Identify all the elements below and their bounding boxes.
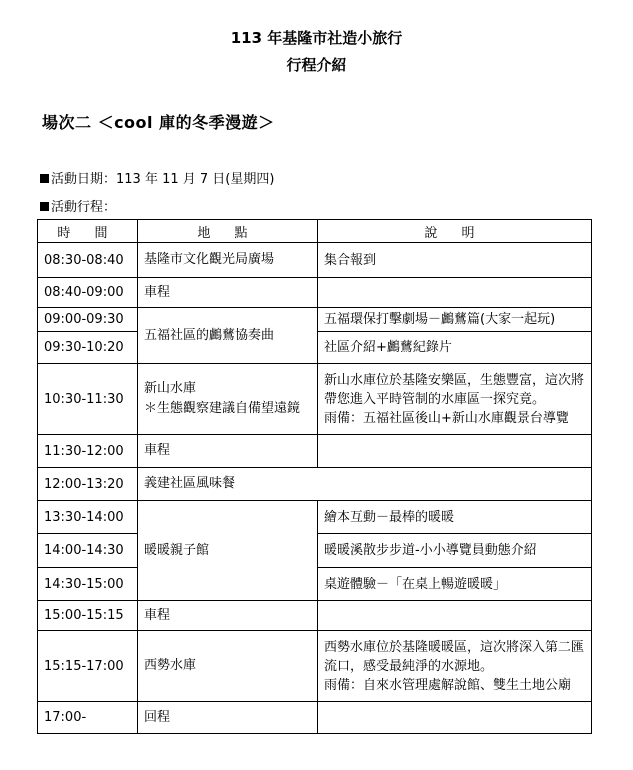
row-time: 14:00-14:30 (38, 534, 138, 568)
event-date-text: 活動日期：113 年 11 月 7 日(星期四) (51, 172, 275, 187)
table-row (38, 601, 592, 631)
square-bullet-icon (40, 174, 49, 183)
row-time: 10:30-11:30 (38, 364, 138, 435)
square-bullet-icon (40, 202, 49, 211)
row-time: 13:30-14:00 (38, 501, 138, 534)
row-place: 義建社區風味餐 (138, 468, 592, 501)
session-heading: 場次二 ＜cool 庫的冬季漫遊＞ (42, 113, 275, 132)
desc-text: 新山水庫位於基隆安樂區，生態豐富，這次將帶您進入平時管制的水庫區一探究竟。 (324, 372, 585, 407)
row-place: 車程 (138, 601, 318, 631)
event-date (40, 171, 274, 189)
table-row (38, 501, 592, 534)
desc-note: 雨備：五福社區後山+新山水庫觀景台導覽 (324, 410, 569, 426)
row-desc (318, 631, 592, 702)
header-time: 時 間 (38, 220, 138, 243)
row-place: 西勢水庫 (138, 631, 318, 702)
header-place: 地 點 (138, 220, 318, 243)
row-desc (318, 601, 592, 631)
row-place: 車程 (138, 278, 318, 308)
header-desc: 說 明 (318, 220, 592, 243)
row-desc (318, 435, 592, 468)
row-place: 五福社區的鸕鶿協奏曲 (138, 308, 318, 364)
row-time: 15:15-17:00 (38, 631, 138, 702)
row-place: 暖暖親子館 (138, 501, 318, 601)
row-time: 14:30-15:00 (38, 568, 138, 601)
table-row (38, 468, 592, 501)
row-desc: 桌遊體驗－「在桌上暢遊暖暖」 (318, 568, 592, 601)
row-place: 基隆市文化觀光局廣場 (138, 243, 318, 278)
row-time: 08:30-08:40 (38, 243, 138, 278)
row-place: 車程 (138, 435, 318, 468)
table-row (38, 702, 592, 734)
desc-note: 雨備：自來水管理處解說館、雙生土地公廟 (324, 677, 572, 693)
place-name: 新山水庫 (144, 381, 197, 396)
table-row (38, 631, 592, 702)
itinerary-table (37, 219, 592, 734)
table-header-row (38, 220, 592, 243)
row-time: 15:00-15:15 (38, 601, 138, 631)
row-place (138, 364, 318, 435)
document-subtitle: 行程介紹 (286, 56, 347, 74)
row-place: 回程 (138, 702, 318, 734)
table-row (38, 308, 592, 332)
desc-text: 西勢水庫位於基隆暖暖區，這次將深入第二匯流口，感受最純淨的水源地。 (324, 639, 585, 674)
document-title: 113 年基隆市社造小旅行 (230, 29, 403, 47)
table-row (38, 364, 592, 435)
schedule-label-text: 活動行程： (51, 200, 117, 215)
row-time: 11:30-12:00 (38, 435, 138, 468)
schedule-label (40, 199, 116, 217)
row-time: 09:30-10:20 (38, 332, 138, 364)
row-time: 09:00-09:30 (38, 308, 138, 332)
place-note: ＊生態觀察建議自備望遠鏡 (144, 401, 301, 416)
row-desc: 繪本互動－最棒的暖暖 (318, 501, 592, 534)
row-desc (318, 702, 592, 734)
row-time: 08:40-09:00 (38, 278, 138, 308)
row-desc: 五福環保打擊劇場－鸕鶿篇(大家一起玩) (318, 308, 592, 332)
row-desc: 集合報到 (318, 243, 592, 278)
row-desc: 社區介紹+鸕鶿紀錄片 (318, 332, 592, 364)
row-desc: 暖暖溪散步步道-小小導覽員動態介紹 (318, 534, 592, 568)
row-time: 17:00- (38, 702, 138, 734)
row-time: 12:00-13:20 (38, 468, 138, 501)
row-desc (318, 364, 592, 435)
row-desc (318, 278, 592, 308)
table-row (38, 243, 592, 278)
table-row (38, 278, 592, 308)
table-row (38, 435, 592, 468)
